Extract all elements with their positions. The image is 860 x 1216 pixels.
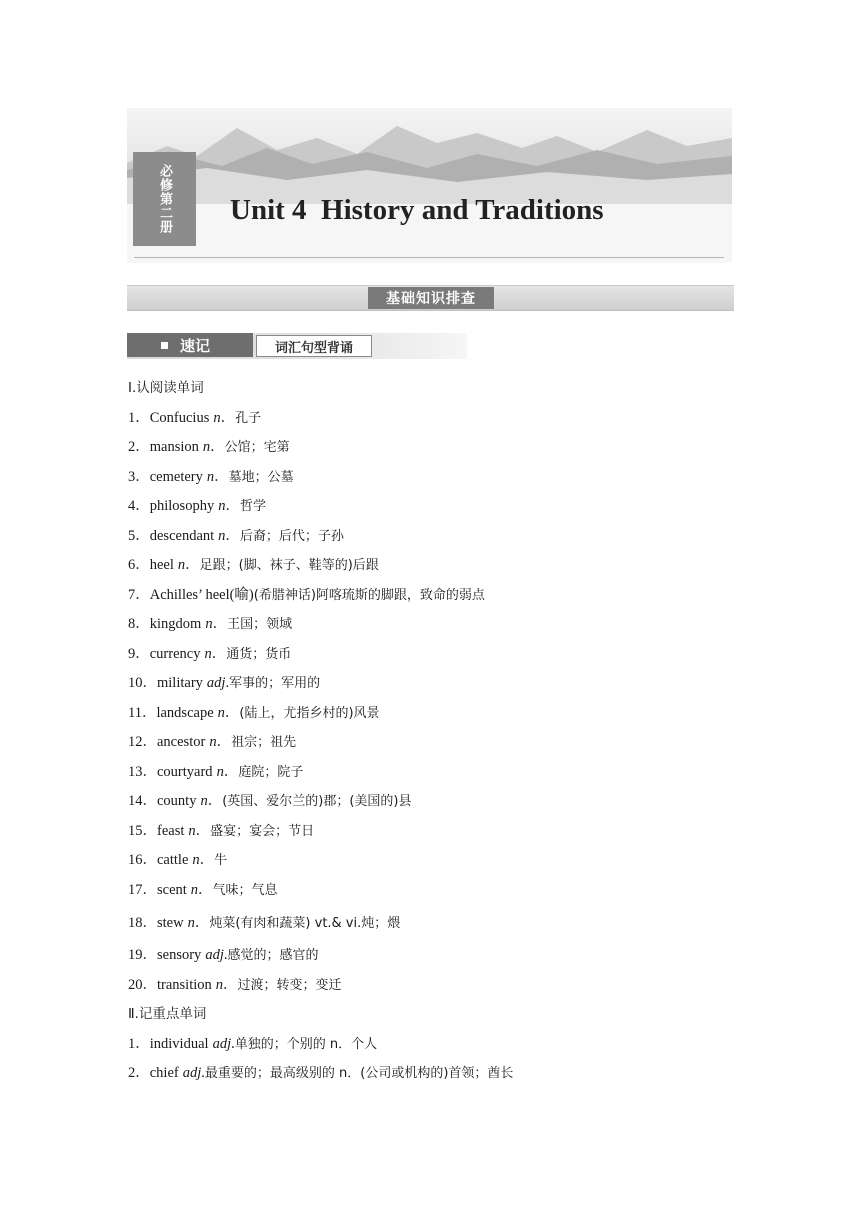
vocab-item bbox=[128, 820, 748, 850]
vocab-pos: n bbox=[213, 409, 221, 426]
vocab-word: mansion bbox=[149, 439, 199, 455]
vocab-meaning: 气味；气息 bbox=[212, 882, 278, 898]
vocab-number: 6． bbox=[128, 557, 150, 573]
vocab-number: 17． bbox=[128, 881, 157, 898]
mountain-illustration bbox=[127, 108, 732, 263]
vocab-pos: n bbox=[187, 915, 195, 931]
vocab-item bbox=[128, 702, 748, 732]
vocab-separator: ． bbox=[223, 763, 239, 780]
vocab-number: 11． bbox=[128, 704, 157, 721]
vocab-pos: n bbox=[217, 704, 225, 721]
vocab-meaning: 单独的；个别的 n．个人 bbox=[234, 1036, 378, 1052]
vocab-item bbox=[128, 849, 748, 879]
vocab-word: individual bbox=[149, 1035, 209, 1052]
vocab-item bbox=[128, 436, 748, 466]
vocab-number: 20． bbox=[128, 976, 157, 993]
vocab-item bbox=[128, 908, 748, 944]
vocab-pos: n bbox=[218, 527, 226, 544]
vocab-pos: n bbox=[192, 852, 200, 868]
vocab-separator: ． bbox=[225, 498, 240, 514]
vocab-separator: ． bbox=[199, 852, 215, 868]
vocab-number: 1． bbox=[128, 409, 150, 426]
vocab-separator: ． bbox=[185, 557, 200, 573]
vocab-meaning: 盛宴；宴会；节日 bbox=[210, 823, 315, 839]
vocab-number: 9． bbox=[128, 645, 150, 662]
vocab-separator: . bbox=[225, 675, 230, 691]
vocab-item bbox=[128, 790, 748, 820]
part2-heading: Ⅱ.记重点单词 bbox=[128, 1006, 207, 1022]
vocab-item bbox=[128, 554, 748, 584]
vocab-separator: . bbox=[223, 947, 228, 963]
vocab-number: 18． bbox=[128, 915, 157, 931]
vocab-meaning: 通货；货币 bbox=[226, 646, 292, 662]
vocab-number: 16． bbox=[128, 852, 157, 868]
vocab-pos: n bbox=[209, 734, 217, 750]
vocab-separator: ． bbox=[210, 439, 225, 455]
vocab-meaning: 炖菜(有肉和蔬菜) vt.& vi.炖；煨 bbox=[209, 916, 401, 931]
vocab-separator: ． bbox=[223, 976, 238, 993]
vocab-number: 12． bbox=[128, 734, 157, 750]
vocab-number: 1． bbox=[128, 1035, 150, 1052]
part1-heading: Ⅰ.认阅读单词 bbox=[128, 380, 204, 396]
unit-banner bbox=[127, 108, 732, 263]
square-bullet-icon bbox=[161, 342, 168, 349]
vocab-item bbox=[128, 1062, 748, 1092]
vocab-number: 8． bbox=[128, 616, 150, 632]
vocab-meaning: 后裔；后代；子孙 bbox=[239, 528, 344, 544]
vocab-separator: . bbox=[201, 1065, 205, 1081]
sub-header-light: 词汇句型背诵 bbox=[256, 335, 372, 357]
vocab-number: 5． bbox=[128, 527, 150, 544]
vocab-separator: ． bbox=[216, 734, 232, 750]
vocab-pos: adj bbox=[212, 1035, 232, 1052]
vocab-pos: n bbox=[204, 645, 212, 662]
vocab-word: cemetery bbox=[149, 468, 203, 485]
sub-header-dark-label: 速记 bbox=[180, 336, 211, 355]
vocab-pos: n bbox=[188, 822, 196, 839]
vocab-number: 19． bbox=[128, 947, 157, 963]
vocab-pos: adj bbox=[206, 675, 226, 691]
vocab-separator: . bbox=[231, 1035, 235, 1052]
vocab-pos: adj bbox=[182, 1065, 202, 1081]
vocab-meaning: 军事的；军用的 bbox=[229, 676, 321, 691]
vocab-item bbox=[128, 495, 748, 525]
vocab-separator: ． bbox=[220, 409, 236, 426]
vocab-meaning: (陆上，尤指乡村的)风景 bbox=[239, 705, 380, 721]
vocab-item bbox=[128, 613, 748, 643]
vocab-meaning: 牛 bbox=[214, 853, 228, 868]
part1-list bbox=[128, 407, 748, 1004]
vocab-number: 13． bbox=[128, 763, 157, 780]
vocab-pos: n bbox=[215, 976, 224, 993]
vocab-meaning: 墓地；公墓 bbox=[228, 469, 294, 485]
vocab-meaning: 哲学 bbox=[239, 499, 266, 514]
vocab-separator: ． bbox=[207, 793, 223, 809]
vocab-item bbox=[128, 466, 748, 496]
vocab-item bbox=[128, 879, 748, 909]
vocab-pos: adj bbox=[205, 947, 224, 963]
vocab-separator: ． bbox=[195, 822, 211, 839]
vocab-pos: n bbox=[200, 793, 208, 809]
vocab-number: 4． bbox=[128, 498, 150, 514]
vocab-item bbox=[128, 407, 748, 437]
vocab-meaning: 过渡；转变；变迁 bbox=[237, 977, 342, 993]
book-tag-text: 必修第二册 bbox=[157, 164, 172, 234]
vocab-word: philosophy bbox=[149, 498, 215, 514]
vocab-item bbox=[128, 944, 748, 974]
vocab-number: 3． bbox=[128, 468, 150, 485]
vocab-meaning: 最重要的；最高级别的 n．(公司或机构的)首领；酋长 bbox=[204, 1066, 514, 1081]
vocab-meaning: 王国；领域 bbox=[227, 617, 293, 632]
vocab-item bbox=[128, 525, 748, 555]
vocab-pos: n bbox=[177, 557, 186, 573]
vocab-word: transition bbox=[157, 976, 212, 993]
banner-underline bbox=[134, 257, 724, 258]
vocab-pos: n bbox=[190, 881, 199, 898]
vocab-word: scent bbox=[157, 881, 187, 898]
vocab-word: heel bbox=[149, 557, 174, 573]
vocab-word: landscape bbox=[156, 704, 214, 721]
vocab-word: military bbox=[157, 675, 203, 691]
vocab-pos: n bbox=[202, 439, 211, 455]
vocab-meaning: (希腊神话)阿喀琉斯的脚跟，致命的弱点 bbox=[253, 587, 485, 603]
vocab-pos: n bbox=[216, 763, 224, 780]
vocab-meaning: 感觉的；感官的 bbox=[227, 948, 319, 963]
vocab-item bbox=[128, 643, 748, 673]
book-tag bbox=[133, 152, 196, 246]
vocab-word: county bbox=[157, 793, 197, 809]
vocab-separator: ． bbox=[225, 527, 240, 544]
vocab-number: 2． bbox=[128, 439, 150, 455]
vocab-item bbox=[128, 1033, 748, 1063]
vocab-word: ancestor bbox=[157, 734, 206, 750]
vocab-word: cattle bbox=[157, 852, 189, 868]
vocab-word: descendant bbox=[149, 527, 215, 544]
vocab-item bbox=[128, 584, 748, 614]
vocab-word: feast bbox=[157, 822, 185, 839]
vocab-number: 10． bbox=[128, 675, 157, 691]
vocab-item bbox=[128, 731, 748, 761]
vocab-number: 14． bbox=[128, 793, 157, 809]
vocab-meaning: 足跟；(脚、袜子、鞋等的)后跟 bbox=[199, 558, 379, 573]
vocab-separator: ． bbox=[214, 468, 229, 485]
vocab-meaning: 公馆；宅第 bbox=[224, 440, 290, 455]
vocab-meaning: 孔子 bbox=[235, 410, 262, 426]
vocab-item bbox=[128, 672, 748, 702]
vocab-separator: ． bbox=[194, 915, 210, 931]
vocab-word: kingdom bbox=[149, 616, 202, 632]
vocab-pos: n bbox=[218, 498, 226, 514]
vocabulary-content bbox=[128, 377, 748, 1092]
unit-title: Unit 4 History and Traditions bbox=[230, 194, 604, 226]
vocab-number: 15． bbox=[128, 822, 157, 839]
vocab-number: 7． bbox=[128, 586, 150, 603]
vocab-word: currency bbox=[149, 645, 201, 662]
vocab-meaning: (英国、爱尔兰的)郡；(美国的)县 bbox=[222, 794, 412, 809]
vocab-separator: ． bbox=[212, 616, 228, 632]
sub-header-dark bbox=[127, 333, 253, 357]
vocab-word: Confucius bbox=[149, 409, 210, 426]
vocab-word: sensory bbox=[157, 947, 202, 963]
vocab-word: stew bbox=[157, 915, 184, 931]
vocab-item bbox=[128, 761, 748, 791]
vocab-pos: n bbox=[205, 616, 213, 632]
vocab-separator: ． bbox=[224, 704, 240, 721]
vocab-word: Achilles’ heel(喻) bbox=[149, 586, 254, 603]
vocab-item bbox=[128, 974, 748, 1004]
part2-list bbox=[128, 1033, 748, 1092]
vocab-number: 2． bbox=[128, 1065, 150, 1081]
section-label: 基础知识排查 bbox=[368, 287, 494, 309]
vocab-meaning: 祖宗；祖先 bbox=[231, 735, 297, 750]
vocab-word: chief bbox=[149, 1065, 179, 1081]
vocab-word: courtyard bbox=[157, 763, 213, 780]
vocab-meaning: 庭院；院子 bbox=[238, 764, 304, 780]
vocab-separator: ． bbox=[211, 645, 227, 662]
vocab-pos: n bbox=[206, 468, 215, 485]
vocab-separator: ． bbox=[198, 881, 213, 898]
